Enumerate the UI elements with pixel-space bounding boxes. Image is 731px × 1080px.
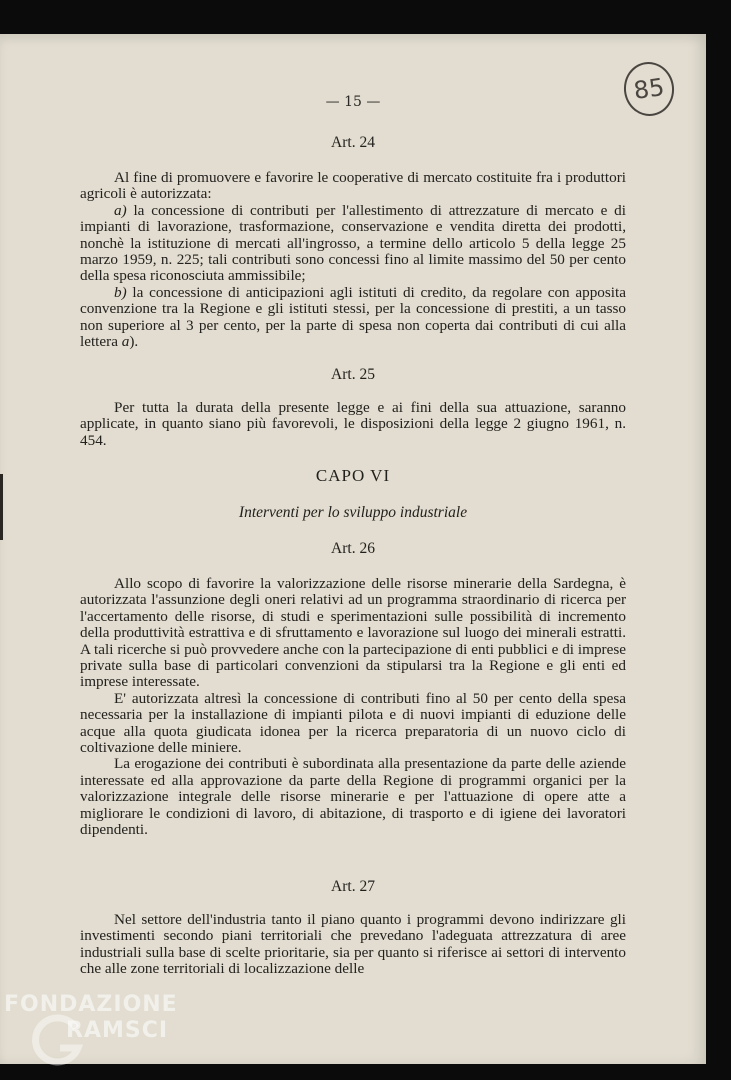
art-25-body: [80, 400, 626, 449]
item-text: la concessione di anticipazioni agli istituti di credito, da regolare con apposita convenzione tra la Regione e gli istituti stessi, per la concessione di prestiti, a un tasso non superiore al 3 per cento, per la parte di spesa non coperta dai contributi di cui alla lettera: [80, 283, 626, 351]
paragraph-item-a: [80, 203, 626, 285]
art-24-body: [80, 170, 626, 350]
watermark-text-top: FONDAZIONE: [4, 992, 178, 1017]
item-text-end: ).: [129, 333, 139, 351]
folio-stamp: 85: [620, 59, 677, 119]
chapter-subtitle: Interventi per lo sviluppo industriale: [238, 504, 468, 521]
paragraph: Al fine di promuovere e favorire le cooperative di mercato costituite fra i produttori agricoli è autorizzata:: [80, 169, 626, 203]
item-reference: a: [121, 333, 130, 351]
item-text: la concessione di contributi per l'allestimento di attrezzature di mercato e di impianti di lavorazione, trasformazione, conservazione e vendita diretta dei prodotti, nonchè la istituzione di mercati all'ingrosso, a termine dello articolo 5 della legge 25 marzo 1959, n. 225; tali contributi sono concessi fino al limite massimo del 50 per cento della spesa riconosciuta ammissibile;: [80, 201, 626, 285]
paragraph: Allo scopo di favorire la valorizzazione delle risorse minerarie della Sardegna, è autorizzata l'assunzione degli oneri relativi ad un programma straordinario di ricerca per l'accertamento delle risorse, di studi e sperimentazioni sulle possibilità di incremento della produttività estrattiva e di sfruttamento e lavorazione sul luogo dei minerali estratti. A tali ricerche si può provvedere anche con la partecipazione di enti pubblici e di imprese private sulla base di particolari convenzioni da stipularsi tra la Regione e gli enti ed imprese interessate.: [80, 575, 626, 691]
art-27-body: [80, 912, 626, 978]
page-number: — 15 —: [325, 94, 381, 110]
paragraph-item-b: [80, 285, 626, 351]
paragraph: E' autorizzata altresì la concessione di contributi fino al 50 per cento della spesa necessaria per la installazione di impianti pilota e di nuovi impianti di eduzione delle acque alla quota giudicata idonea per la ricerca preparatoria di un nuovo ciclo di coltivazione delle miniere.: [80, 689, 626, 757]
art-26-heading: Art. 26: [331, 540, 375, 557]
art-25-heading: Art. 25: [331, 366, 375, 383]
art-24-heading: Art. 24: [331, 134, 375, 151]
art-26-body: [80, 576, 626, 839]
item-label: b): [114, 283, 127, 301]
art-27-heading: Art. 27: [331, 878, 375, 895]
document-page: [0, 34, 706, 1064]
chapter-title: CAPO VI: [315, 466, 391, 485]
item-label: a): [114, 201, 127, 219]
watermark-logo: [4, 992, 194, 1068]
paragraph: La erogazione dei contributi è subordinata alla presentazione da parte delle aziende interessate ed alla approvazione da parte della Regione di programmi organici per la valorizzazione integrale delle risorse minerarie e per l'attuazione di opere atte a migliorare le condizioni di lavoro, di abitazione, di trasporto e di igiene dei lavoratori dipendenti.: [80, 755, 626, 839]
paragraph: Nel settore dell'industria tanto il piano quanto i programmi devono indirizzare gli investimenti secondo piani territoriali che prevedano l'adeguata attrezzatura di aree industriali sulla base di scelte prioritarie, sia per quanto si riferisce ai settori di intervento che alle zone territoriali di localizzazione delle: [80, 911, 626, 978]
watermark-text-bottom: RAMSCI: [66, 1018, 169, 1043]
paragraph: Per tutta la durata della presente legge e ai fini della sua attuazione, saranno applicate, in quanto siano più favorevoli, le disposizioni della legge 2 giugno 1961, n. 454.: [80, 399, 626, 449]
